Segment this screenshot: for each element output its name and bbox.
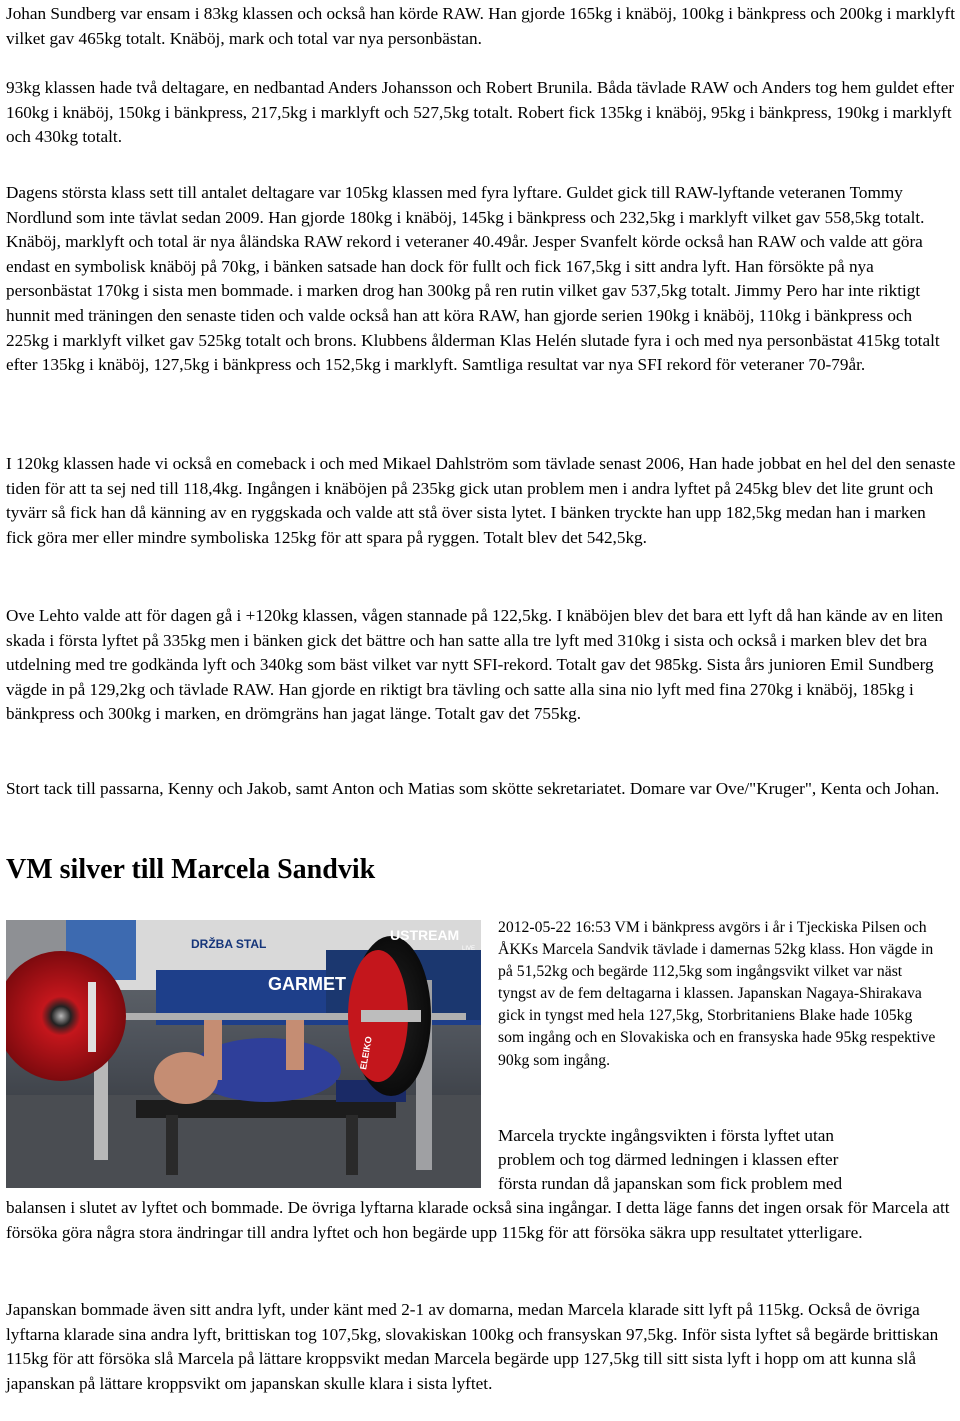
ustream-logo: USTREAM <box>390 927 460 943</box>
article-heading: VM silver till Marcela Sandvik <box>6 854 376 885</box>
article-line: första rundan då japanskan som fick problem med <box>498 1174 843 1193</box>
article-final-paragraph: Japanskan bommade även sitt andra lyft, under känt med 2-1 av domarna, medan Marcela klarade sitt lyft på 115kg. Också de övriga lyftarna klarade sina andra lyft, brittiskan tog 107,5kg, slovakiskan 100kg och fransyskan 97,5kg. Inför sista lyftet så begärde brittiskan 115kg för att försöka slå Marcela på lättare kroppsvikt medan Marcela begärde upp 127,5kg till sitt sista lyft i hopp om att kunna slå japanskan på lättare kroppsvikt om japanskan skulle klara i sista lyftet. <box>6 1300 939 1393</box>
article-continuation: balansen i slutet av lyftet och bommade. De övriga lyftarna klarade också sina ingångar. I detta läge fanns det ingen orsak för Marcela att försöka göra några stora ändringar till andra lyftet och hon begärde upp 115kg för att försöka säkra upp resultatet ytterligare. <box>6 1198 950 1242</box>
paragraph-105kg-class: Dagens största klass sett till antalet deltagare var 105kg klassen med fyra lyftare. Guldet gick till RAW-lyftande veteranen Tommy Nordlund som inte tävlat sedan 2009. Han gjorde 180kg i knäböj, 145kg i bänkpress och 232,5kg i marklyft vilket gav 558,5kg totalt. Knäböj, marklyft och total är nya åländska RAW rekord i veteraner 40.49år. Jesper Svanfelt körde också han RAW och valde att göra endast en symbolisk knäböj på 70kg, i bänken satsade han dock för fullt och fick 167,5kg i sitt andra lyft. Han försökte på nya personbästat 170kg i sista men bommade. i marken drog han 300kg på ren rutin vilket gav 537,5kg totalt. Jimmy Pero har inte riktigt hunnit med träningen den senaste tiden och valde också han att köra RAW, han gjorde serien 190kg i knäböj, 110kg i bänkpress och 225kg i marklyft vilket gav 525kg totalt och brons. Klubbens ålderman Klas Helén slutade fyra i och med nya personbästat 415kg totalt efter 135kg i knäböj, 127,5kg i bänkpress och 152,5kg i marklyft. Samtliga resultat var nya SFI rekord för veteraner 70-79år. <box>6 183 940 375</box>
sponsor-banner: DRŽBA STAL <box>191 937 267 951</box>
paragraph-83kg-class: Johan Sundberg var ensam i 83kg klassen och också han körde RAW. Han gjorde 165kg i knäböj, 100kg i bänkpress och 200kg i marklyft vilket gav 465kg totalt. Knäböj, mark och total var nya personbästan. <box>6 4 956 48</box>
article-intro: 2012-05-22 16:53 VM i bänkpress avgörs i år i Tjeckiska Pilsen och ÅKKs Marcela Sandvik tävlade i damernas 52kg klass. Hon vägde in på 51,52kg och begärde 112,5kg som ingångsvikt vilket var näst tyngst av de fem deltagarna i klassen. Japanskan Nagaya-Shirakava gick in tyngst med hela 127,5kg, Storbritaniens Blake hade 105kg som ingång och en Slovakiska och en fransyska hade 95kg respektive 90kg som ingång. <box>498 919 936 1069</box>
eleiko-plate-label: ELEIKO <box>358 1035 374 1071</box>
live-label: LIVE <box>462 946 476 952</box>
paragraph-120kg-class: I 120kg klassen hade vi också en comeback i och med Mikael Dahlström som tävlade senast 2006, Han hade jobbat en hel del den senaste tiden för att ta sej ned till 118,4kg. Ingången i knäböjen på 235kg gick utan problem men i andra lyftet på 245kg blev det lite grunt och tyvärr så fick han då känning av en ryggskada och valde att stå över sista lytet. I bänken tryckte han upp 182,5kg medan han i marken fick göra mer eller mindre symboliska 125kg för att spara på ryggen. Totalt blev det 542,5kg. <box>6 454 956 547</box>
bench-press-photo <box>6 920 481 1188</box>
article-photo <box>6 920 481 1188</box>
garmet-banner: GARMET <box>268 974 346 994</box>
paragraph-thanks: Stort tack till passarna, Kenny och Jakob, samt Anton och Matias som skötte sekretariatet. Domare var Ove/"Kruger", Kenta och Johan. <box>6 779 940 798</box>
paragraph-plus120kg-class: Ove Lehto valde att för dagen gå i +120kg klassen, vågen stannade på 122,5kg. I knäböjen blev det bara ett lyft då han kände av en liten skada i första lyftet på 335kg men i bänken gick det bättre och han satte alla tre lyft med 310kg i sista och också i marken blev det bra utdelning med tre godkända lyft och 340kg som bäst vilket var nytt SFI-rekord. Totalt gav det 985kg. Sista års junioren Emil Sundberg vägde in på 129,2kg och tävlade RAW. Han gjorde en riktigt bra tävling och satte alla sina nio lyft med fina 270kg i knäböj, 185kg i bänkpress och 300kg i marken, en drömgräns han jagat länge. Totalt gav det 755kg. <box>6 606 944 724</box>
article-line: Marcela tryckte ingångsvikten i första lyftet utan <box>498 1126 834 1145</box>
article-line: problem och tog därmed ledningen i klassen efter <box>498 1150 839 1169</box>
paragraph-93kg-class: 93kg klassen hade två deltagare, en nedbantad Anders Johansson och Robert Brunila. Båda tävlade RAW och Anders tog hem guldet efter 160kg i knäböj, 150kg i bänkpress, 217,5kg i marklyft och 527,5kg totalt. Robert fick 135kg i knäböj, 95kg i bänkpress, 190kg i marklyft och 430kg totalt. <box>6 78 955 147</box>
